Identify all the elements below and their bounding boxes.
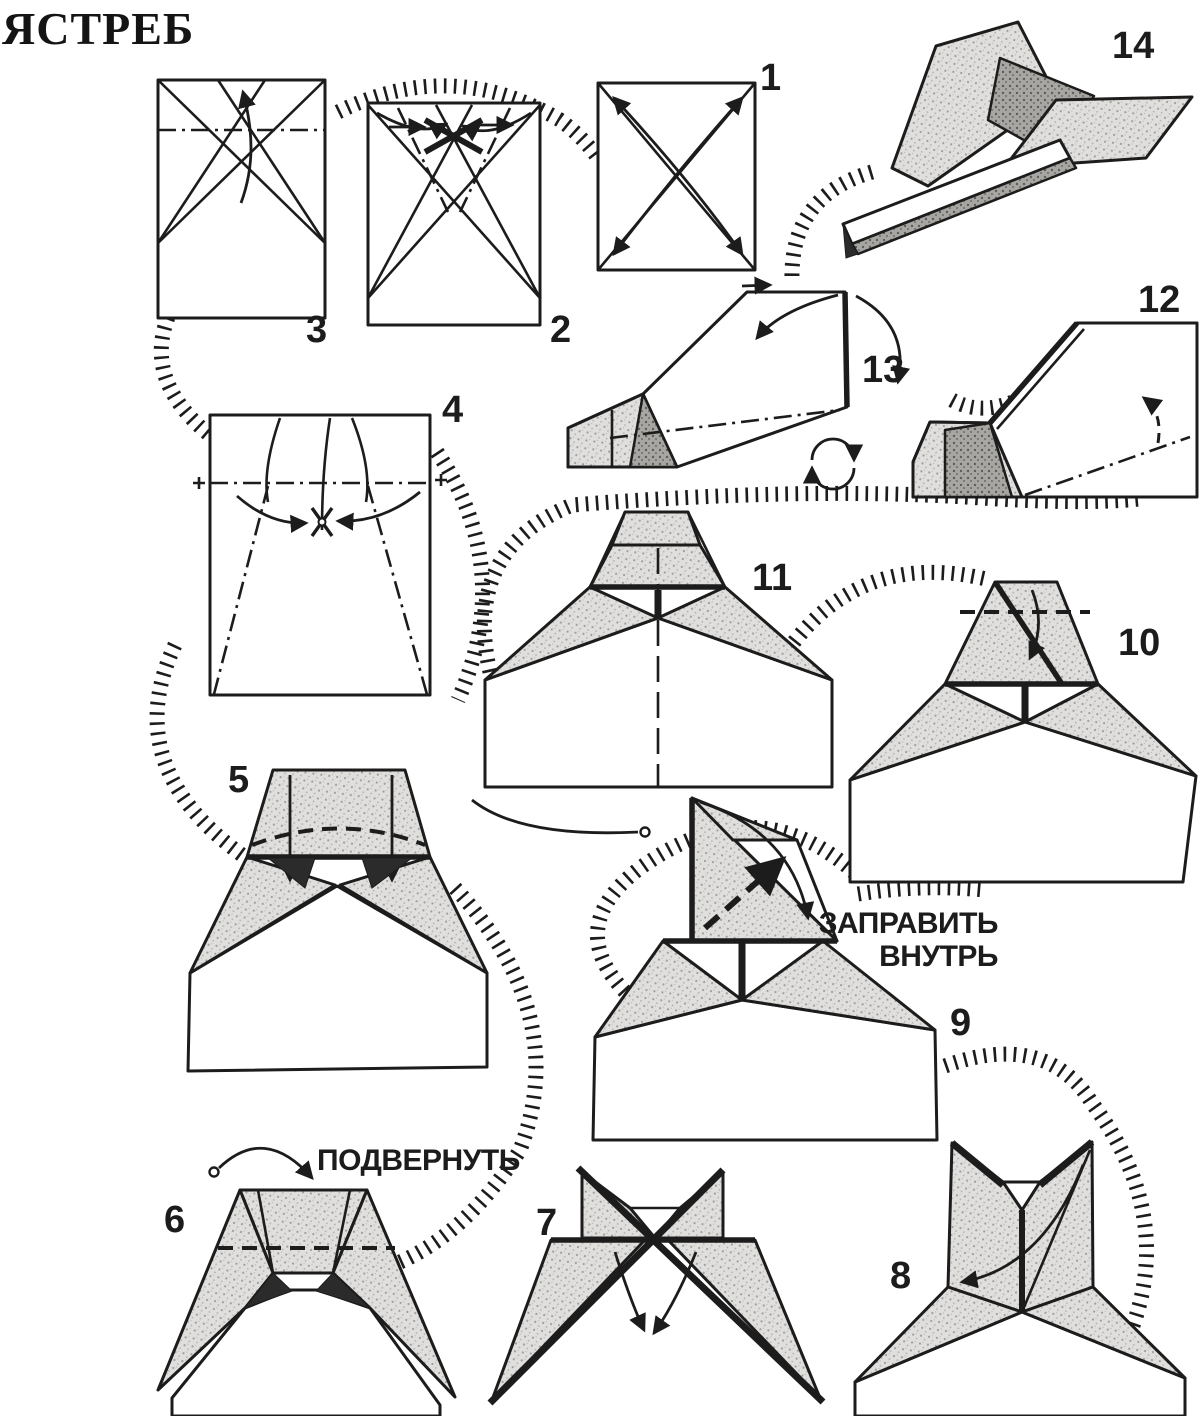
hatch-arc xyxy=(858,888,985,894)
step-11-label: 11 xyxy=(752,557,793,599)
page-title: ЯСТРЕБ xyxy=(2,3,195,54)
nose-tip-fold xyxy=(612,512,700,545)
rotate-arrow xyxy=(812,439,854,460)
leader-line xyxy=(472,800,638,833)
step-7-label: 7 xyxy=(536,1202,558,1244)
step-14-label: 14 xyxy=(1112,25,1155,67)
step-1-label: 1 xyxy=(760,57,782,99)
nose-fold xyxy=(945,582,1098,684)
pinch-point xyxy=(319,519,326,526)
step-12-figure xyxy=(913,323,1197,497)
arrow-origin-dot xyxy=(210,1168,219,1177)
rotate-arrow xyxy=(812,468,854,489)
step-12-label: 12 xyxy=(1138,279,1181,321)
hatch-arc xyxy=(437,452,483,700)
nose-fold xyxy=(247,770,430,857)
step-3-label: 3 xyxy=(306,309,328,351)
tuck-inside-label-line2: ВНУТРЬ xyxy=(879,940,998,973)
hatch-arc xyxy=(161,308,212,437)
tuck-inside-label-line1: ЗАПРАВИТЬ xyxy=(818,907,998,940)
rotate-symbol-icon xyxy=(812,439,854,489)
step-5-figure xyxy=(188,770,487,1071)
step-13-label: 13 xyxy=(862,349,905,391)
step-9-label: 9 xyxy=(950,1002,972,1044)
hatch-arc xyxy=(788,572,990,650)
step-5-label: 5 xyxy=(228,759,250,801)
step-10-label: 10 xyxy=(1118,622,1161,664)
register-mark xyxy=(435,474,447,486)
fold-under-label: ПОДВЕРНУТЬ xyxy=(317,1144,520,1177)
paper-outline xyxy=(210,415,430,695)
step-2-label: 2 xyxy=(550,309,572,351)
step-6-figure xyxy=(158,1148,455,1416)
step-13-figure xyxy=(568,285,900,467)
leader-dot xyxy=(641,828,650,837)
step-4-label: 4 xyxy=(442,389,464,431)
register-mark xyxy=(193,477,205,489)
step-6-label: 6 xyxy=(164,1199,186,1241)
fold-arrow xyxy=(742,285,770,286)
step-3-figure xyxy=(158,80,325,318)
fold-under-arrow xyxy=(219,1148,312,1178)
step-4-figure xyxy=(193,415,447,698)
step-2-figure xyxy=(368,103,540,325)
step-1-figure xyxy=(598,83,755,270)
step-8-label: 8 xyxy=(890,1255,912,1297)
edge xyxy=(845,292,847,407)
